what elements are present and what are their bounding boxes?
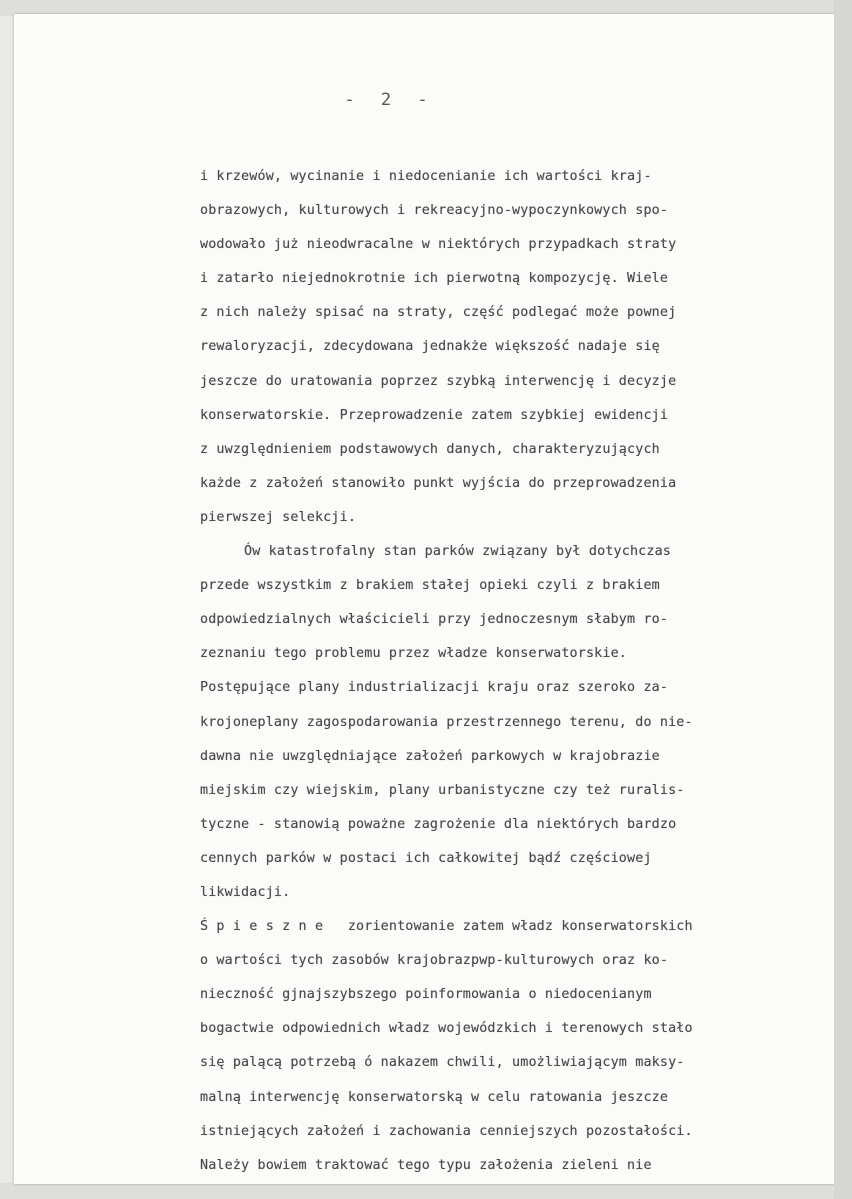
text-line: miejskim czy wiejskim, plany urbanistyczne czy też ruralis- [200, 782, 685, 798]
text-line: z uwzględnieniem podstawowych danych, charakteryzujących [200, 441, 660, 457]
text-line: likwidacji. [200, 884, 291, 900]
text-line: bogactwie odpowiednich władz wojewódzkich i terenowych stało [200, 1021, 693, 1037]
text-line: wodowało już nieodwracalne w niektórych przypadkach straty [200, 237, 677, 253]
paragraph-first-line: Ów katastrofalny stan parków związany był dotychczas [244, 544, 672, 560]
text-line: tyczne - stanowią poważne zagrożenie dla niektórych bardzo [200, 816, 677, 832]
text-line: cennych parków w postaci ich całkowitej bądź częściowej [200, 850, 652, 866]
scan-right-edge [834, 0, 852, 1199]
page-number: - 2 - [344, 90, 436, 110]
text-line: dawna nie uwzględniające założeń parkowych w krajobrazie [200, 748, 660, 764]
text-line: zeznaniu tego problemu przez władze konserwatorskie. [200, 646, 628, 662]
text-line: Postępujące plany industrializacji kraju oraz szeroko za- [200, 680, 669, 696]
text-line: o wartości tych zasobów krajobrazpwp-kulturowych oraz ko- [200, 953, 669, 969]
text-line: odpowiedzialnych właścicieli przy jednoczesnym słabym ro- [200, 612, 669, 628]
body-text [200, 160, 824, 1183]
text-line: z nich należy spisać na straty, część podlegać może pownej [200, 305, 677, 321]
text-line: nieczność gjnajszybszego poinformowania o niedocenianym [200, 987, 652, 1003]
text-line: istniejących założeń i zachowania cenniejszych pozostałości. [200, 1123, 693, 1139]
text-line: i krzewów, wycinanie i niedocenianie ich wartości kraj- [200, 169, 652, 184]
text-line: malną interwencję konserwatorską w celu ratowania jeszcze [200, 1089, 669, 1105]
text-line: się palącą potrzebą ó nakazem chwili, umożliwiającym maksy- [200, 1055, 685, 1071]
paragraph-first-line: Ś p i e s z n e zorientowanie zatem władz konserwatorskich [200, 919, 693, 935]
scan-bottom-edge [0, 1183, 852, 1199]
text-line: rewaloryzacji, zdecydowana jednakże większość nadaje się [200, 339, 660, 355]
text-line: i zatarło niejednokrotnie ich pierwotną kompozycję. Wiele [200, 271, 669, 287]
text-line: przede wszystkim z brakiem stałej opieki czyli z brakiem [200, 578, 660, 594]
text-line: konserwatorskie. Przeprowadzenie zatem szybkiej ewidencji [200, 407, 669, 423]
text-line: Należy bowiem traktować tego typu założenia zieleni nie [200, 1157, 652, 1173]
text-line: pierwszej selekcji. [200, 509, 357, 525]
text-line: obrazowych, kulturowych i rekreacyjno-wypoczynkowych spo- [200, 203, 669, 219]
text-line: każde z założeń stanowiło punkt wyjścia do przeprowadzenia [200, 475, 677, 491]
text-line: jeszcze do uratowania poprzez szybką interwencję i decyzje [200, 373, 677, 389]
text-line: krojoneplany zagospodarowania przestrzennego terenu, do nie- [200, 714, 693, 730]
